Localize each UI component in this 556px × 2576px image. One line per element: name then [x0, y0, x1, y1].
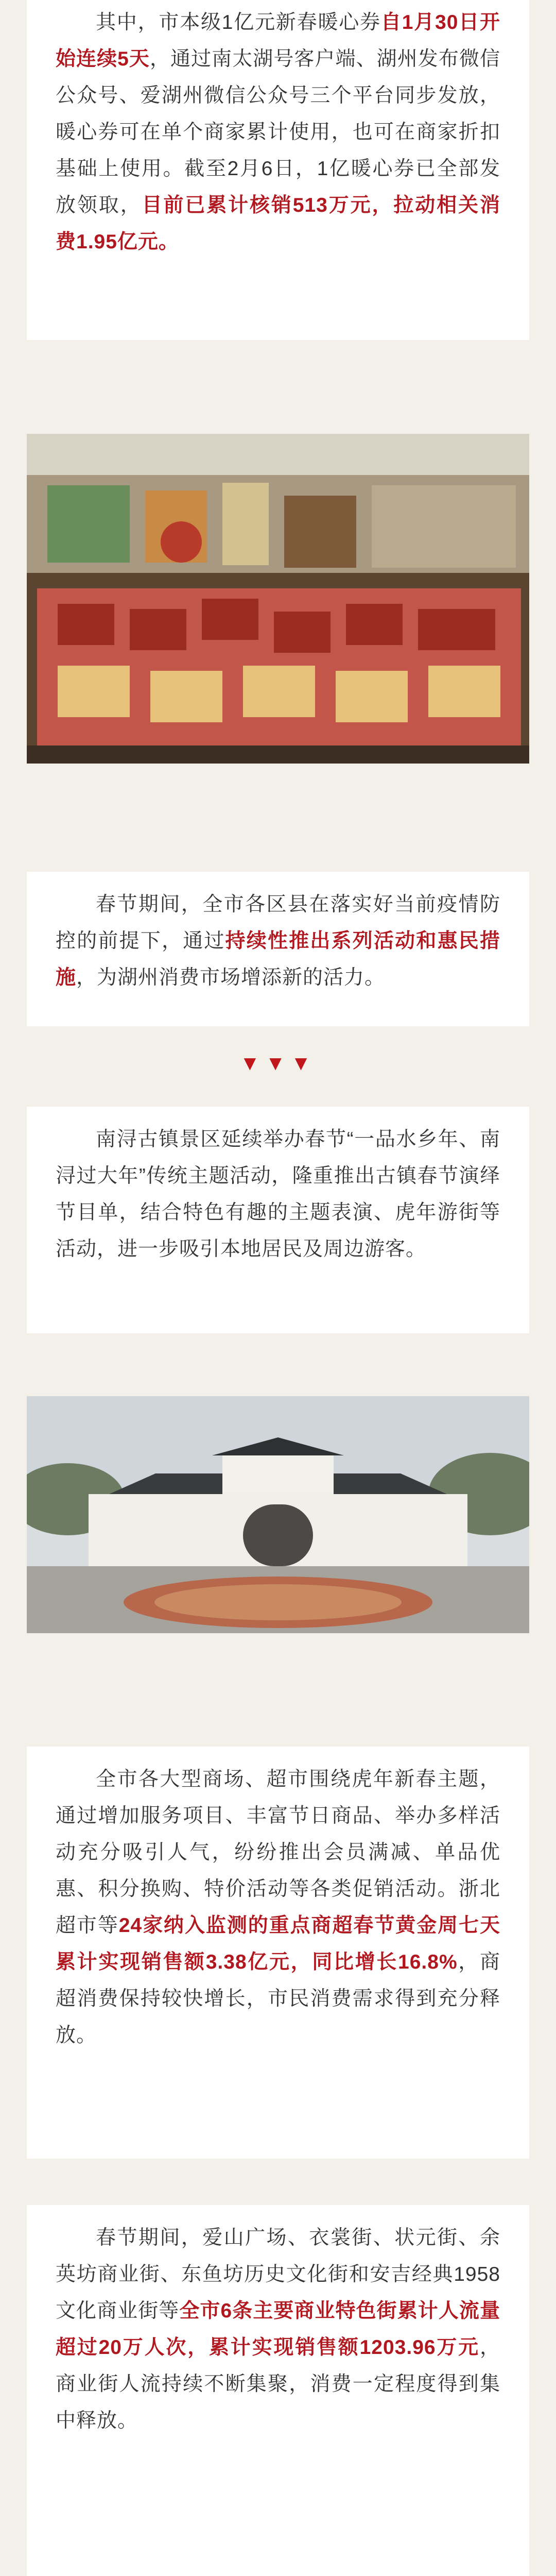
supermarket-photo [27, 434, 529, 764]
highlight-text: 24家纳入监测的重点商超春节黄金周七天累计实现销售额3.38亿元，同比增长16.8% [56, 1914, 500, 1973]
paragraph-card [27, 2205, 529, 2576]
text: 春节期间，全市各区县在落实好当前疫情防控的前提下，通过 [56, 893, 500, 952]
paragraph-activities [56, 886, 500, 996]
text: 其中，市本级1亿元新春暖心券 [96, 11, 381, 33]
text: ，商超消费保持较快增长，市民消费需求得到充分释放。 [56, 1951, 500, 2046]
paragraph-card [27, 1747, 529, 2159]
ancient-town-gate-photo [27, 1396, 529, 1633]
paragraph-supermarkets [56, 1761, 500, 2054]
text: 春节期间，爱山广场、衣裳街、状元街、余英坊商业街、东鱼坊历史文化街和安吉经典1958文化商业街等 [56, 2227, 500, 2322]
highlight-text: 目前已累计核销513万元，拉动相关消费1.95亿元。 [56, 194, 500, 253]
text: ，商业街人流持续不断集聚，消费一定程度得到集中释放。 [56, 2336, 500, 2432]
text: ，通过南太湖号客户端、湖州发布微信公众号、爱湖州微信公众号三个平台同步发放，暖心券可在单个商家累计使用，也可在商家折扣基础上使用。截至2月6日，1亿暖心券已全部发放领取， [56, 48, 500, 216]
highlight-text: 自1月30日开始连续5天 [56, 11, 500, 70]
paragraph-nanxun: 南浔古镇景区延续举办春节“一品水乡年、南浔过大年”传统主题活动，隆重推出古镇春节演绎节目单，结合特色有趣的主题表演、虎年游街等活动，进一步吸引本地居民及周边游客。 [56, 1128, 500, 1260]
paragraph-streets [56, 2219, 500, 2439]
triangle-divider: ▼▼▼ [239, 1052, 317, 1075]
text: ，为湖州消费市场增添新的活力。 [76, 967, 386, 989]
highlight-text: 全市6条主要商业特色街累计人流量超过20万人次，累计实现销售额1203.96万元 [56, 2300, 500, 2359]
paragraph-card [27, 1107, 529, 1333]
paragraph-card [27, 0, 529, 340]
text: 全市各大型商场、超市围绕虎年新春主题，通过增加服务项目、丰富节日商品、举办多样活动充分吸引人气，纷纷推出会员满减、单品优惠、积分换购、特价活动等各类促销活动。浙北超市等 [56, 1768, 500, 1937]
paragraph-card [27, 872, 529, 1026]
paragraph-voucher [56, 4, 500, 260]
highlight-text: 持续性推出系列活动和惠民措施 [56, 930, 500, 989]
